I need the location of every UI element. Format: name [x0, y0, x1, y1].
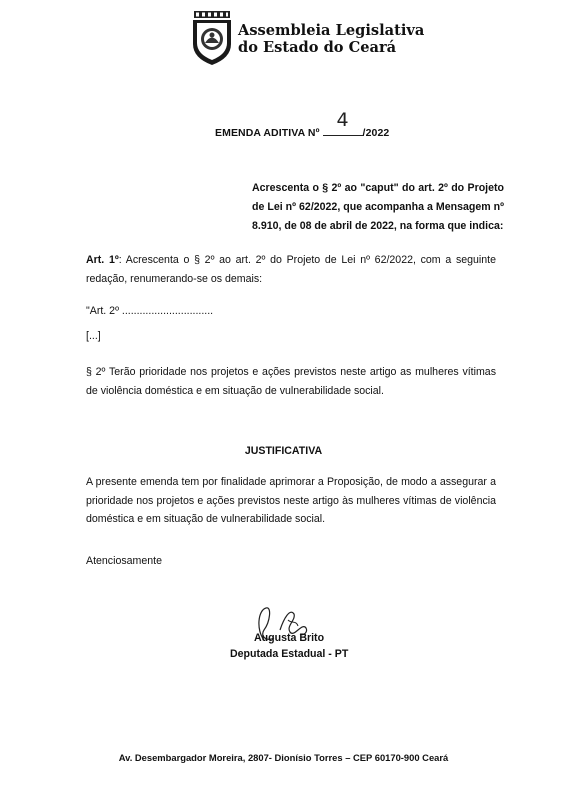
- footer-address: Av. Desembargador Moreira, 2807- Dionísio Torres – CEP 60170-900 Ceará: [118, 752, 449, 763]
- organization-name: [238, 22, 424, 56]
- title-prefix: EMENDA ADITIVA Nº: [215, 127, 320, 139]
- organization-name-line1: Assembleia Legislativa: [238, 22, 425, 39]
- article-2-line: "Art. 2º ...............................: [86, 305, 214, 317]
- document-title: [215, 109, 390, 139]
- signatory-role: Deputada Estadual - PT: [230, 648, 349, 660]
- paragraph-2: § 2º Terão prioridade nos projetos e ações previstos neste artigo as mulheres vítimas de violência doméstica e em situação de vulnerabilidade social.: [86, 366, 496, 397]
- signatory-name: Augusta Brito: [254, 632, 325, 644]
- justification-text: A presente emenda tem por finalidade aprimorar a Proposição, de modo a assegurar a prioridade nos projetos e ações previstos neste artigo às mulheres vítimas de violência doméstica e em situação de vulnerabilidade social.: [86, 476, 496, 525]
- omission-marker: [...]: [86, 330, 101, 342]
- article-1: [86, 251, 496, 288]
- article-1-text: : Acrescenta o § 2º ao art. 2º do Projeto de Lei nº 62/2022, com a seguinte redação, renumerando-se os demais:: [86, 254, 496, 285]
- amendment-number-field: [323, 109, 363, 136]
- title-suffix: /2022: [362, 127, 390, 139]
- ementa: Acrescenta o § 2º ao "caput" do art. 2º do Projeto de Lei nº 62/2022, que acompanha a Mensagem nº 8.910, de 08 de abril de 2022, na forma que indica:: [252, 182, 504, 232]
- amendment-number: 4: [336, 109, 349, 131]
- coat-of-arms-logo: [190, 10, 234, 66]
- justification-heading: JUSTIFICATIVA: [244, 445, 323, 457]
- article-1-label: Art. 1º: [86, 254, 119, 266]
- closing-salutation: Atenciosamente: [86, 555, 162, 567]
- organization-name-line2: do Estado do Ceará: [238, 39, 397, 56]
